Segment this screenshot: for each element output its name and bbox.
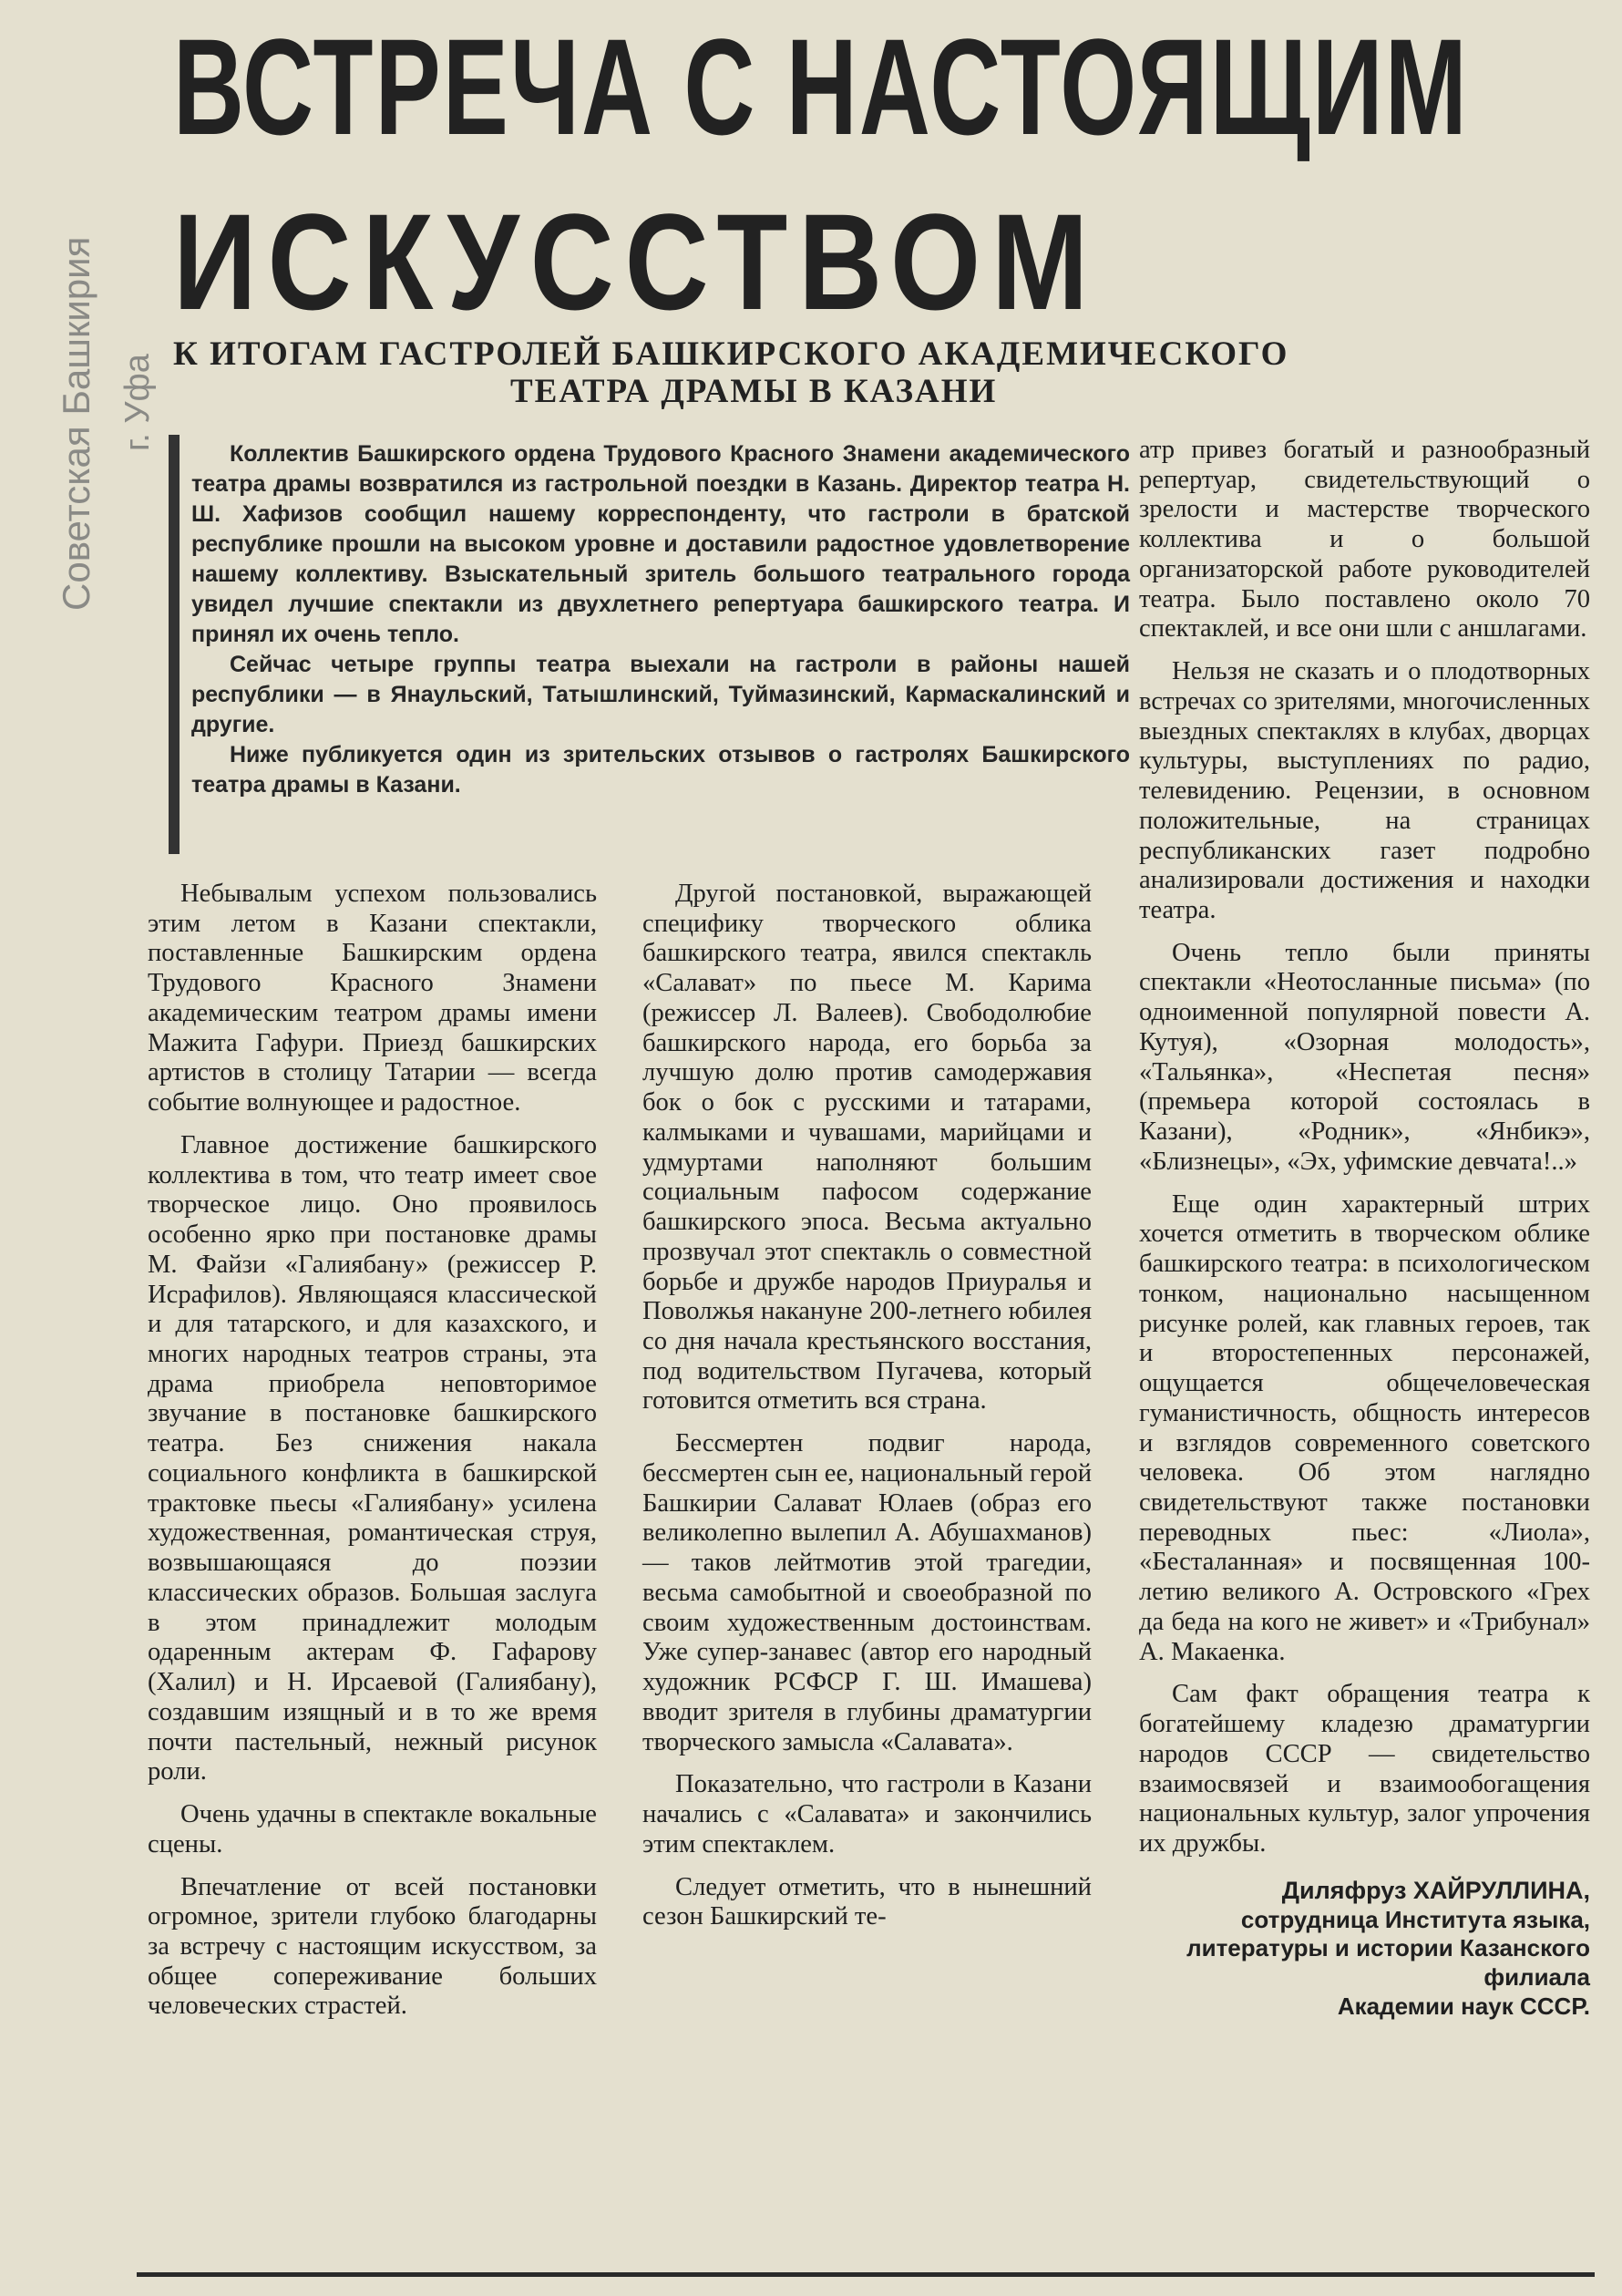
body-paragraph: Главное достижение башкирского коллектива в том, что театр имеет свое творческое лицо. Оно проявилось особенно ярко при постановке драмы М. Файзи «Галиябану» (режиссер Р. Исрафилов). Являющаяся классической и для татарского, и для казахского, и многих народных театров страны, эта драма приобрела неповторимое звучание в постановке башкирского театра. Без снижения накала социального конфликта в башкирской трактовке пьесы «Галиябану» усилена художественная, романтическая струя, возвышающаяся до поэзии классических образов. Большая заслуга в этом принадлежит молодым одаренным актерам Ф. Гафарову (Халил) и Н. Ирсаевой (Галиябану), создавшим изящный и в то же время почти пастельный, нежный рисунок роли.: [148, 1130, 597, 1786]
article-column-1: [148, 880, 597, 2034]
body-paragraph: Небывалым успехом пользовались этим летом в Казани спектакли, поставленные Башкирским ордена Трудового Красного Знамени академическим театром драмы имени Мажита Гафури. Приезд башкирских артистов в столицу Татарии — всегда событие волнующее и радостное.: [148, 880, 597, 1117]
lead-paragraph: Коллектив Башкирского ордена Трудового Красного Знамени академического театра драмы возвратился из гастрольной поездки в Казань. Директор театра Н. Ш. Хафизов сообщил нашему корреспонденту, что гастроли в братской республике прошли на высоком уровне и доставили радостное удовлетворение нашему коллективу. Взыскательный зритель большого театрального города увидел лучшие спектакли из двухлетнего репертуара башкирского театра. И принял их очень тепло.: [191, 441, 1130, 647]
author-signature: [1139, 1876, 1590, 2022]
subheadline-line-2: ТЕАТРА ДРАМЫ В КАЗАНИ: [510, 373, 998, 411]
article-column-3: [1139, 436, 1590, 2022]
headline-line-1: ВСТРЕЧА С НАСТОЯЩИМ: [173, 10, 1469, 163]
author-title-line: литературы и истории Казанского филиала: [1186, 1934, 1590, 1992]
body-paragraph: Сам факт обращения театра к богатейшему кладезю драматургии народов СССР — свидетельство взаимосвязей и взаимообогащения национальных культур, залог упрочения их дружбы.: [1139, 1680, 1590, 1858]
article-headline: [173, 10, 1595, 338]
subheadline-line-1: К ИТОГАМ ГАСТРОЛЕЙ БАШКИРСКОГО АКАДЕМИЧЕСКОГО: [173, 335, 1289, 373]
author-title-line: Академии наук СССР.: [1337, 1992, 1590, 2020]
lead-paragraph: Ниже публикуется один из зрительских отзывов о гастролях Башкирского театра драмы в Казани.: [191, 742, 1130, 798]
article-lead: [191, 439, 1130, 800]
lead-paragraph: Сейчас четыре группы театра выехали на гастроли в районы нашей республики — в Янаульский, Татышлинский, Туймазинский, Кармаскалинский и другие.: [191, 652, 1130, 737]
newspaper-source-label: [55, 118, 173, 629]
author-title-line: сотрудница Института языка,: [1240, 1905, 1590, 1933]
body-paragraph: Еще один характерный штрих хочется отметить в творческом облике башкирского театра: в психологическом тонком, национально насыщенном рисунке ролей, как главных героев, так и второстепенных персонажей, ощущается общечеловеческая гуманистичность, общность интересов и взглядов современного советского человека. Об этом наглядно свидетельствуют также постановки переводных пьес: «Лиола», «Бесталанная» и посвященная 100-летию великого А. Островского «Грех да беда на кого не живет» и «Трибунал» А. Макаенка.: [1139, 1189, 1590, 1666]
newspaper-city: г. Уфа: [118, 354, 157, 451]
body-paragraph: Нельзя не сказать и о плодотворных встречах со зрителями, многочисленных выездных спектаклях в клубах, дворцах культуры, выступлениях по радио, телевидению. Рецензии, в основном положительные, на страницах республиканских газет подробно анализировали достижения и находки театра.: [1139, 657, 1590, 925]
body-paragraph: Другой постановкой, выражающей специфику творческого облика башкирского театра, явился спектакль «Салават» по пьесе М. Карима (режиссер Л. Валеев). Свободолюбие башкирского народа, его борьба за лучшую долю против самодержавия бок о бок с русскими и татарами, калмыками и чувашами, марийцами и удмуртами наполняют большим социальным пафосом содержание башкирского эпоса. Весьма актуально прозвучал этот спектакль о совместной борьбе и дружбе народов Приуралья и Поволжья накануне 200-летнего юбилея со дня начала крестьянского восстания, под водительством Пугачева, который готовится отметить вся страна.: [642, 880, 1092, 1416]
author-name: Диляфруз ХАЙРУЛЛИНА,: [1281, 1876, 1590, 1904]
body-paragraph: Очень тепло были приняты спектакли «Неотосланные письма» (по одноименной популярной повести А. Кутуя), «Озорная молодость», «Тальянка», «Неспетая песня» (премьера которой состоялась в Казани), «Родник», «Янбикэ», «Близнецы», «Эх, уфимские девчата!..»: [1139, 938, 1590, 1176]
newspaper-name: Советская Башкирия: [55, 236, 98, 611]
bottom-rule: [137, 2272, 1595, 2277]
body-paragraph: Впечатление от всей постановки огромное, зрители глубоко благодарны за встречу с настоящим искусством, за общее сопереживание больших человеческих страстей.: [148, 1872, 597, 2021]
article-subheadline: [173, 335, 1449, 411]
body-paragraph: Следует отметить, что в нынешний сезон Башкирский те-: [642, 1872, 1092, 1931]
article-column-2: [642, 880, 1092, 1945]
body-paragraph: Очень удачны в спектакле вокальные сцены.: [148, 1800, 597, 1858]
intro-side-rule: [169, 435, 180, 854]
body-paragraph: Показательно, что гастроли в Казани начались с «Салавата» и закончились этим спектаклем.: [642, 1770, 1092, 1858]
headline-line-2: ИСКУССТВОМ: [173, 185, 1100, 338]
body-paragraph: атр привез богатый и разнообразный репертуар, свидетельствующий о зрелости и мастерстве творческого коллектива и о большой организаторской работе руководителей театра. Было поставлено около 70 спектаклей, и все они шли с аншлагами.: [1139, 436, 1590, 643]
body-paragraph: Бессмертен подвиг народа, бессмертен сын ее, национальный герой Башкирии Салават Юлаев (образ его великолепно вылепил А. Абушахманов) — таков лейтмотив этой трагедии, весьма самобытной и своеобразной по своим художественным достоинствам. Уже супер-занавес (автор его народный художник РСФСР Г. Ш. Имашева) вводит зрителя в глубины драматургии творческого замысла «Салавата».: [642, 1429, 1092, 1756]
